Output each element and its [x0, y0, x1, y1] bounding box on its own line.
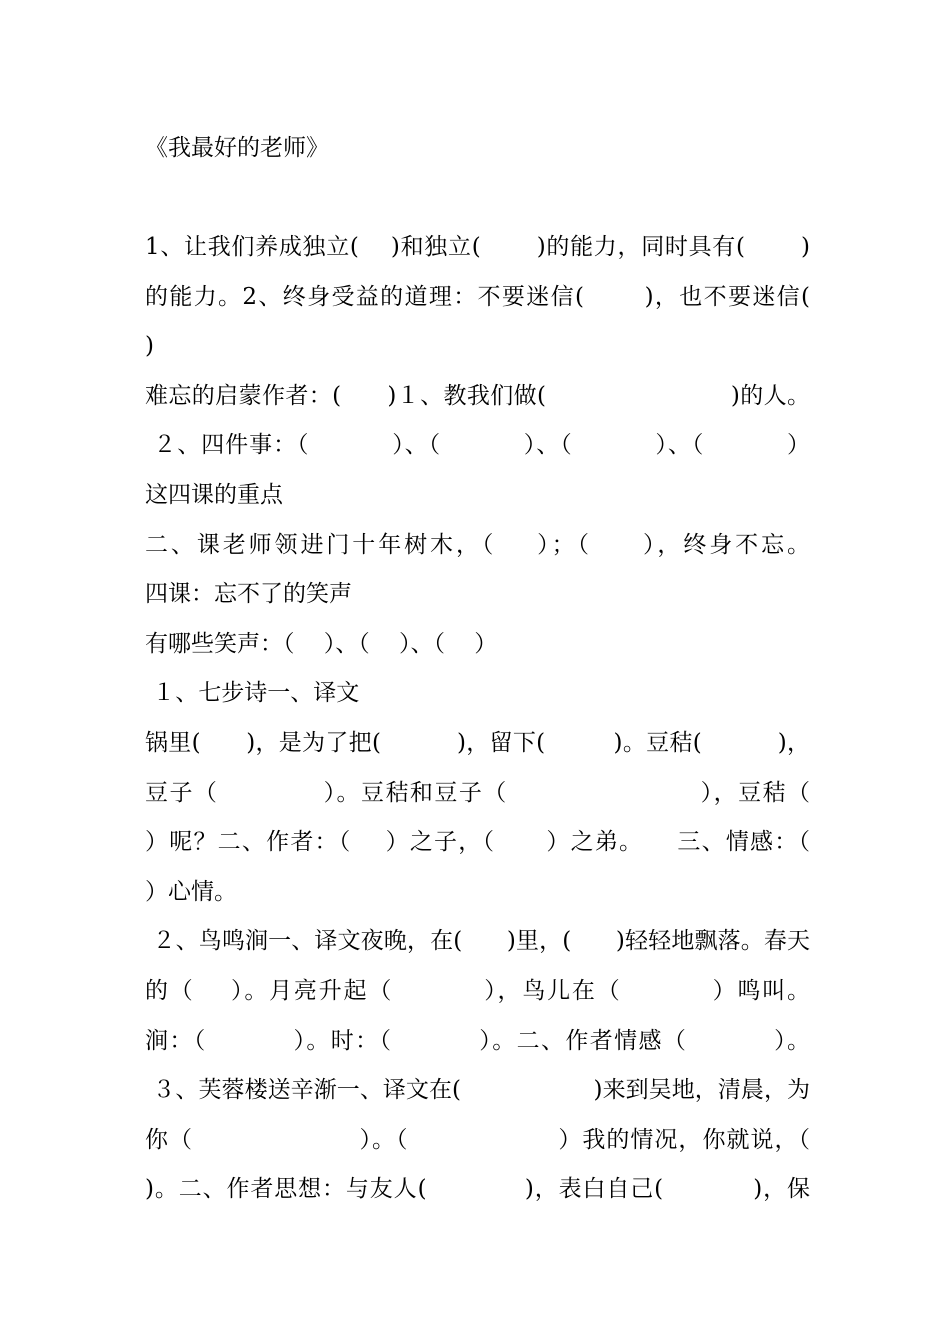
- text-line: 锅里( )，是为了把( )，留下( )。豆秸( )，: [145, 729, 810, 756]
- text-line: 四课：忘不了的笑声: [145, 581, 352, 608]
- text-line: 涧：（ ）。时：（ ）。二、作者情感（ ）。: [145, 1027, 810, 1054]
- text-line: 二、课老师领进门十年树木，（ ）；（ ），终身不忘。: [145, 531, 810, 558]
- text-line: )。二、作者思想：与友人( )，表白自己( )，保: [145, 1176, 810, 1203]
- document-title: 《我最好的老师》: [145, 135, 329, 161]
- text-line: ２、四件事：（ ）、（ ）、（ ）、（ ）: [145, 432, 810, 459]
- text-line: ）心情。: [145, 878, 237, 905]
- text-line: 这四课的重点: [145, 481, 283, 508]
- document-body: [145, 229, 810, 1221]
- text-line: 的（ ）。月亮升起（ ），鸟儿在（ ）鸣叫。: [145, 977, 810, 1004]
- text-line: ): [145, 333, 154, 360]
- text-line: 有哪些笑声：（ ）、（ ）、（ ）: [145, 630, 498, 657]
- text-line: 的能力。2、终身受益的道理：不要迷信( )，也不要迷信(: [145, 283, 810, 310]
- text-line: ）呢？二、作者：（ ）之子，（ ）之弟。 三、情感：（: [145, 829, 810, 856]
- text-line: ２、鸟鸣涧一、译文夜晚，在( )里，( )轻轻地飘落。春天: [145, 928, 810, 955]
- text-line: 你（ ）。（ ）我的情况，你就说，（: [145, 1126, 810, 1153]
- text-line: １、七步诗一、译文: [145, 680, 360, 707]
- text-line: ３、芙蓉楼送辛渐一、译文在( )来到吴地，清晨，为: [145, 1077, 810, 1104]
- text-line: 1、让我们养成独立( )和独立( )的能力，同时具有( ): [145, 234, 810, 260]
- text-line: 难忘的启蒙作者：( )１、教我们做( )的人。: [145, 382, 810, 409]
- text-line: 豆子（ ）。豆秸和豆子（ ），豆秸（: [145, 779, 810, 806]
